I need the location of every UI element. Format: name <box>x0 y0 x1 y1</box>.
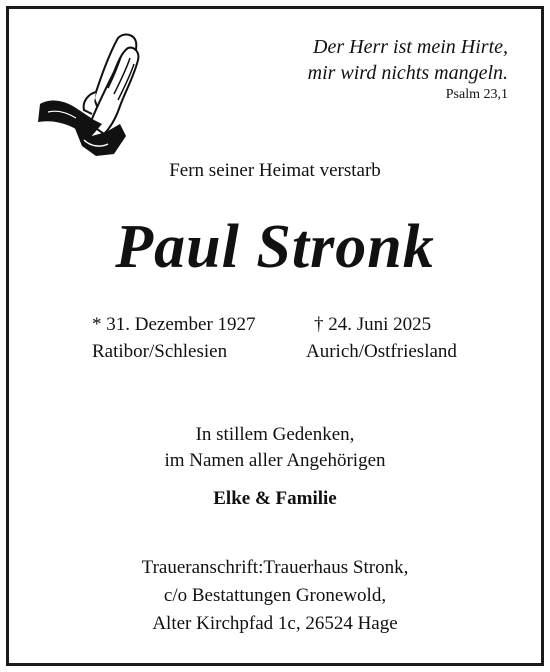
death-date: † 24. Juni 2025 <box>314 314 432 335</box>
intro-text: Fern seiner Heimat verstarb <box>169 160 381 181</box>
address-line-2: c/o Bestattungen Gronewold, <box>163 585 387 606</box>
praying-hands-icon <box>34 28 146 160</box>
psalm-quote <box>208 34 508 104</box>
deceased-name: Paul Stronk <box>115 213 435 281</box>
address-line-3: Alter Kirchpfad 1c, 26524 Hage <box>152 613 398 634</box>
birth-date: * 31. Dezember 1927 <box>92 314 256 335</box>
mourning-text <box>0 422 550 474</box>
psalm-reference: Psalm 23,1 <box>445 87 508 102</box>
family-signature: Elke & Familie <box>213 488 337 509</box>
address-line-1: Traueranschrift:Trauerhaus Stronk, <box>141 557 409 578</box>
psalm-line-1: Der Herr ist mein Hirte, <box>313 36 508 58</box>
death-place: Aurich/Ostfriesland <box>306 341 457 362</box>
mourning-line-2: im Namen aller Angehörigen <box>164 450 386 471</box>
psalm-line-2: mir wird nichts mangeln. <box>307 62 508 84</box>
mourning-address <box>0 554 550 638</box>
mourning-line-1: In stillem Gedenken, <box>195 424 355 445</box>
birth-place: Ratibor/Schlesien <box>92 341 228 362</box>
